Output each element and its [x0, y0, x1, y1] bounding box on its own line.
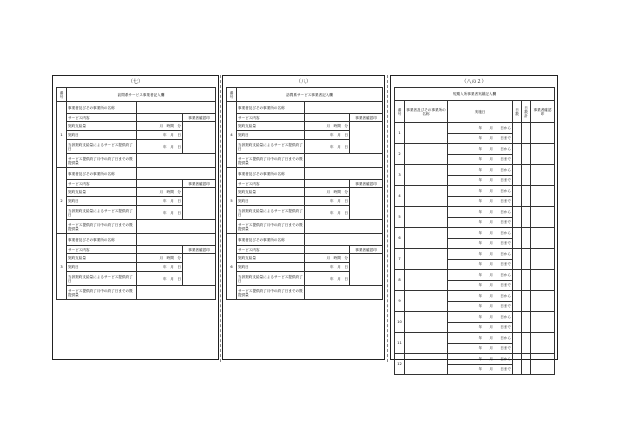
confirm-stamp[interactable] — [183, 188, 216, 220]
daily-field[interactable] — [522, 207, 531, 228]
service-content-field[interactable] — [305, 246, 350, 254]
provider-label: 事業者及びその事業所の名称 — [67, 102, 137, 114]
provider-field[interactable] — [137, 234, 216, 246]
header-confirm: 事業者確認印 — [531, 101, 555, 123]
days-field[interactable] — [513, 312, 522, 333]
date-to-field[interactable]: 年 月 日まで — [448, 217, 513, 228]
confirm-stamp[interactable] — [531, 144, 555, 165]
row-number: 3 — [395, 165, 405, 186]
date-from-field[interactable]: 年 月 日から — [448, 270, 513, 281]
row-number: 1 — [395, 123, 405, 144]
provider-field[interactable] — [405, 333, 448, 354]
contract-date-field[interactable]: 年 月 日 — [137, 197, 183, 206]
confirm-stamp[interactable] — [531, 270, 555, 291]
confirm-label: 事業者確認印 — [183, 246, 216, 254]
daily-field[interactable] — [522, 186, 531, 207]
contract-amount-field[interactable]: 月 時間 分 — [305, 188, 350, 197]
panel-label: （七） — [127, 79, 143, 85]
row-number: 6 — [395, 228, 405, 249]
provider-label: 事業者及びその事業所の名称 — [67, 168, 137, 180]
confirm-stamp[interactable] — [531, 249, 555, 270]
group-number: 3 — [57, 234, 67, 300]
header-dates: 実施日 — [448, 101, 513, 123]
service-content-label: サービス内容 — [67, 180, 137, 188]
group-number: 6 — [227, 234, 237, 300]
used-amount-label: サービス提供終了月中の終了日までの既提供量 — [67, 286, 137, 300]
used-amount-field[interactable] — [305, 154, 383, 168]
contract-date-field[interactable]: 年 月 日 — [305, 197, 350, 206]
header-number: 番号 — [395, 101, 405, 123]
date-to-field[interactable]: 年 月 日まで — [448, 238, 513, 249]
days-field[interactable] — [513, 207, 522, 228]
date-to-field[interactable]: 年 月 日まで — [448, 259, 513, 270]
days-field[interactable] — [513, 333, 522, 354]
daily-field[interactable] — [522, 291, 531, 312]
date-from-field[interactable]: 年 月 日から — [448, 228, 513, 239]
confirm-stamp[interactable] — [531, 123, 555, 144]
provider-field[interactable] — [137, 102, 216, 114]
contract-date-label: 契約日 — [237, 131, 305, 140]
provider-label: 事業者及びその事業所の名称 — [237, 102, 305, 114]
header-days: 日数 — [513, 101, 522, 123]
confirm-stamp[interactable] — [350, 122, 383, 154]
end-date-field[interactable]: 年 月 日 — [305, 206, 350, 220]
contract-amount-field[interactable]: 月 時間 分 — [305, 122, 350, 131]
contract-amount-label: 契約支給量 — [67, 122, 137, 131]
contract-date-field[interactable]: 年 月 日 — [305, 131, 350, 140]
provider-field[interactable] — [405, 270, 448, 291]
date-from-field[interactable]: 年 月 日から — [448, 249, 513, 260]
end-date-label: 当該契約支給量によるサービス提供終了日 — [67, 140, 137, 154]
provider-label: 事業者及びその事業所の名称 — [67, 234, 137, 246]
header-provider: 事業者及びその事業所の名称 — [405, 101, 448, 123]
table-row — [395, 186, 555, 197]
provider-field[interactable] — [405, 312, 448, 333]
group-number: 4 — [227, 102, 237, 168]
divider-left — [220, 75, 221, 362]
panel-visit-service-8 — [222, 75, 385, 360]
panel-label: （八の２） — [461, 79, 487, 85]
contract-date-field[interactable]: 年 月 日 — [137, 263, 183, 272]
contract-date-label: 契約日 — [237, 197, 305, 206]
table-header — [57, 88, 216, 102]
confirm-stamp[interactable] — [350, 254, 383, 286]
table-row — [395, 270, 555, 281]
table-header — [395, 101, 555, 123]
end-date-label: 当該契約支給量によるサービス提供終了日 — [237, 206, 305, 220]
date-from-field[interactable]: 年 月 日から — [448, 144, 513, 155]
date-to-field[interactable]: 年 月 日まで — [448, 175, 513, 186]
date-to-field[interactable]: 年 月 日まで — [448, 364, 513, 375]
header-number: 番号 — [227, 88, 237, 102]
row-number: 8 — [395, 270, 405, 291]
daily-field[interactable] — [522, 312, 531, 333]
provider-field[interactable] — [405, 228, 448, 249]
service-content-field[interactable] — [137, 246, 183, 254]
contract-amount-field[interactable]: 月 時間 分 — [137, 254, 183, 263]
daily-field[interactable] — [522, 270, 531, 291]
daily-field[interactable] — [522, 228, 531, 249]
date-from-field[interactable]: 年 月 日から — [448, 333, 513, 344]
confirm-label: 事業者確認印 — [183, 180, 216, 188]
group-number: 2 — [57, 168, 67, 234]
header-title: 訪問系サービス事業者記入欄 — [67, 88, 216, 102]
confirm-label: 事業者確認印 — [350, 180, 383, 188]
used-amount-field[interactable] — [305, 220, 383, 234]
provider-label: 事業者及びその事業所の名称 — [237, 234, 305, 246]
daily-field[interactable] — [522, 333, 531, 354]
provider-label: 事業者及びその事業所の名称 — [237, 168, 305, 180]
confirm-stamp[interactable] — [531, 291, 555, 312]
days-field[interactable] — [513, 270, 522, 291]
short-stay-table — [394, 87, 555, 375]
confirm-label: 事業者確認印 — [350, 246, 383, 254]
row-number: 5 — [395, 207, 405, 228]
contract-amount-field[interactable]: 月 時間 分 — [137, 188, 183, 197]
days-field[interactable] — [513, 228, 522, 249]
date-from-field[interactable]: 年 月 日から — [448, 123, 513, 134]
days-field[interactable] — [513, 144, 522, 165]
table-row — [395, 123, 555, 134]
row-number: 4 — [395, 186, 405, 207]
service-content-field[interactable] — [305, 114, 350, 122]
days-field[interactable] — [513, 249, 522, 270]
provider-field[interactable] — [405, 249, 448, 270]
used-amount-label: サービス提供終了月中の終了日までの既提供量 — [237, 154, 305, 168]
table-row — [395, 207, 555, 218]
date-from-field[interactable]: 年 月 日から — [448, 312, 513, 323]
end-date-label: 当該契約支給量によるサービス提供終了日 — [67, 272, 137, 286]
provider-field[interactable] — [405, 165, 448, 186]
provider-field[interactable] — [405, 291, 448, 312]
used-amount-field[interactable] — [305, 286, 383, 300]
contract-date-label: 契約日 — [67, 197, 137, 206]
contract-date-label: 契約日 — [67, 131, 137, 140]
provider-field[interactable] — [405, 354, 448, 375]
days-field[interactable] — [513, 291, 522, 312]
group-number: 5 — [227, 168, 237, 234]
divider-right — [387, 75, 388, 362]
date-from-field[interactable]: 年 月 日から — [448, 207, 513, 218]
contract-date-field[interactable]: 年 月 日 — [137, 131, 183, 140]
visit-service-table — [56, 87, 216, 300]
provider-field[interactable] — [137, 168, 216, 180]
table-row — [395, 291, 555, 302]
date-to-field[interactable]: 年 月 日まで — [448, 133, 513, 144]
confirm-stamp[interactable] — [183, 254, 216, 286]
provider-field[interactable] — [405, 123, 448, 144]
days-field[interactable] — [513, 354, 522, 375]
contract-amount-label: 契約支給量 — [67, 254, 137, 263]
table-row — [395, 144, 555, 155]
days-field[interactable] — [513, 186, 522, 207]
short-stay-title: 短期入所事業者実績記入欄 — [395, 88, 555, 101]
row-number: 7 — [395, 249, 405, 270]
service-content-label: サービス内容 — [237, 114, 305, 122]
table-row — [395, 312, 555, 323]
header-daily: 日数計 — [522, 101, 531, 123]
confirm-stamp[interactable] — [531, 333, 555, 354]
confirm-stamp[interactable] — [531, 312, 555, 333]
date-from-field[interactable]: 年 月 日から — [448, 165, 513, 176]
row-number: 10 — [395, 312, 405, 333]
date-from-field[interactable]: 年 月 日から — [448, 354, 513, 365]
row-number: 2 — [395, 144, 405, 165]
service-content-field[interactable] — [137, 180, 183, 188]
daily-field[interactable] — [522, 144, 531, 165]
service-content-label: サービス内容 — [67, 246, 137, 254]
used-amount-field[interactable] — [137, 220, 216, 234]
service-content-label: サービス内容 — [237, 246, 305, 254]
table-row — [395, 165, 555, 176]
date-to-field[interactable]: 年 月 日まで — [448, 343, 513, 354]
service-content-label: サービス内容 — [67, 114, 137, 122]
provider-field[interactable] — [405, 186, 448, 207]
visit-service-table — [226, 87, 383, 300]
panel-short-stay — [390, 75, 558, 372]
confirm-label: 事業者確認印 — [350, 114, 383, 122]
panel-label: （八） — [295, 79, 311, 85]
contract-amount-label: 契約支給量 — [237, 254, 305, 263]
daily-field[interactable] — [522, 354, 531, 375]
header-number: 番号 — [57, 88, 67, 102]
used-amount-field[interactable] — [137, 286, 216, 300]
table-row — [395, 333, 555, 344]
end-date-label: 当該契約支給量によるサービス提供終了日 — [237, 140, 305, 154]
contract-amount-field[interactable]: 月 時間 分 — [137, 122, 183, 131]
used-amount-label: サービス提供終了月中の終了日までの既提供量 — [237, 286, 305, 300]
confirm-stamp[interactable] — [531, 186, 555, 207]
confirm-stamp[interactable] — [350, 188, 383, 220]
contract-date-label: 契約日 — [67, 263, 137, 272]
end-date-label: 当該契約支給量によるサービス提供終了日 — [67, 206, 137, 220]
date-to-field[interactable]: 年 月 日まで — [448, 322, 513, 333]
used-amount-label: サービス提供終了月中の終了日までの既提供量 — [67, 220, 137, 234]
daily-field[interactable] — [522, 123, 531, 144]
table-row — [395, 354, 555, 365]
days-field[interactable] — [513, 165, 522, 186]
table-row — [395, 249, 555, 260]
used-amount-label: サービス提供終了月中の終了日までの既提供量 — [67, 154, 137, 168]
date-from-field[interactable]: 年 月 日から — [448, 291, 513, 302]
contract-amount-label: 契約支給量 — [237, 122, 305, 131]
end-date-field[interactable]: 年 月 日 — [137, 272, 183, 286]
provider-field[interactable] — [405, 144, 448, 165]
confirm-stamp[interactable] — [531, 165, 555, 186]
days-field[interactable] — [513, 123, 522, 144]
contract-date-label: 契約日 — [237, 263, 305, 272]
provider-field[interactable] — [305, 102, 383, 114]
table-header — [227, 88, 383, 102]
group-number: 1 — [57, 102, 67, 168]
confirm-label: 事業者確認印 — [183, 114, 216, 122]
contract-amount-field[interactable]: 月 時間 分 — [305, 254, 350, 263]
panel-visit-service-7 — [52, 75, 219, 360]
used-amount-label: サービス提供終了月中の終了日までの既提供量 — [237, 220, 305, 234]
confirm-stamp[interactable] — [531, 354, 555, 375]
confirm-stamp[interactable] — [531, 228, 555, 249]
end-date-field[interactable]: 年 月 日 — [305, 272, 350, 286]
contract-amount-label: 契約支給量 — [67, 188, 137, 197]
daily-field[interactable] — [522, 249, 531, 270]
date-to-field[interactable]: 年 月 日まで — [448, 301, 513, 312]
row-number: 9 — [395, 291, 405, 312]
date-to-field[interactable]: 年 月 日まで — [448, 196, 513, 207]
table-row — [395, 228, 555, 239]
provider-field[interactable] — [405, 207, 448, 228]
contract-date-field[interactable]: 年 月 日 — [305, 263, 350, 272]
end-date-field[interactable]: 年 月 日 — [137, 140, 183, 154]
end-date-field[interactable]: 年 月 日 — [305, 140, 350, 154]
provider-field[interactable] — [305, 234, 383, 246]
service-content-label: サービス内容 — [237, 180, 305, 188]
provider-field[interactable] — [305, 168, 383, 180]
confirm-stamp[interactable] — [531, 207, 555, 228]
header-title: 訪問系サービス事業者記入欄 — [237, 88, 383, 102]
service-content-field[interactable] — [137, 114, 183, 122]
date-from-field[interactable]: 年 月 日から — [448, 186, 513, 197]
date-to-field[interactable]: 年 月 日まで — [448, 280, 513, 291]
contract-amount-label: 契約支給量 — [237, 188, 305, 197]
date-to-field[interactable]: 年 月 日まで — [448, 154, 513, 165]
confirm-stamp[interactable] — [183, 122, 216, 154]
daily-field[interactable] — [522, 165, 531, 186]
end-date-field[interactable]: 年 月 日 — [137, 206, 183, 220]
row-number: 11 — [395, 333, 405, 354]
service-content-field[interactable] — [305, 180, 350, 188]
row-number: 12 — [395, 354, 405, 375]
end-date-label: 当該契約支給量によるサービス提供終了日 — [237, 272, 305, 286]
used-amount-field[interactable] — [137, 154, 216, 168]
